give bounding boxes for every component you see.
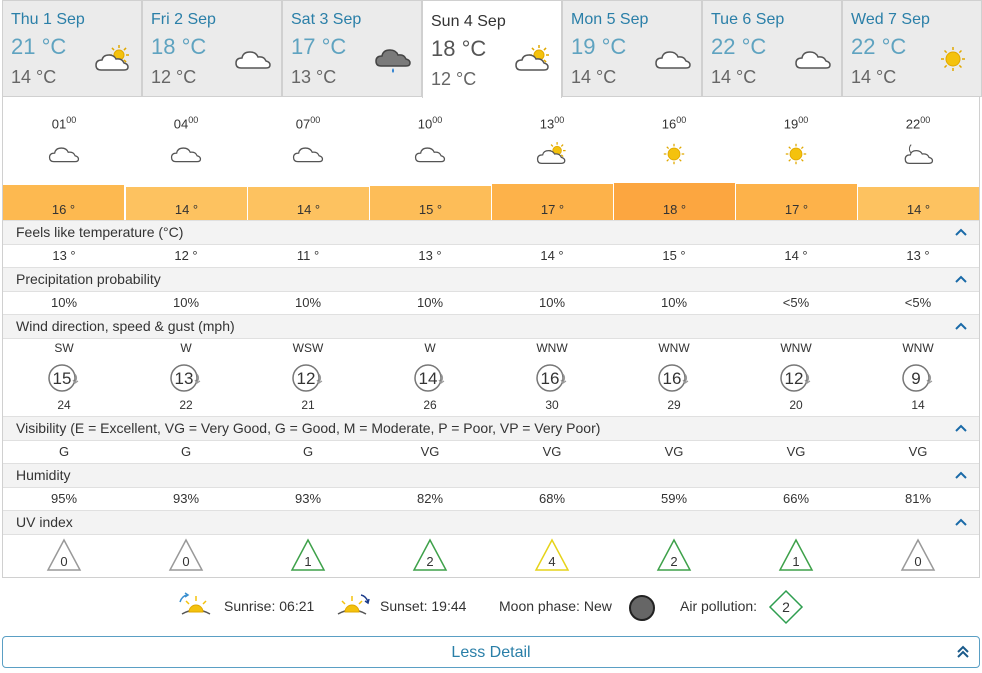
precipitation-cell bbox=[613, 295, 735, 310]
feels-like-cell bbox=[369, 248, 491, 263]
wind-gust-cell bbox=[125, 398, 247, 412]
day-min-temp: 12 °C bbox=[151, 67, 197, 87]
feels-like-value: 13 ° bbox=[906, 248, 930, 263]
day-min-temp: 14 °C bbox=[11, 67, 57, 87]
uv-triangle bbox=[656, 538, 692, 572]
feels-like-value: 15 ° bbox=[662, 248, 686, 263]
wind-direction-cell bbox=[125, 341, 247, 355]
hour-weather bbox=[247, 141, 369, 167]
humidity-value: 93% bbox=[294, 491, 322, 506]
feels-like-cell bbox=[857, 248, 979, 263]
day-min-temp: 12 °C bbox=[431, 69, 477, 89]
day-tab[interactable] bbox=[702, 0, 842, 97]
minute: 00 bbox=[310, 115, 321, 125]
uv-triangle bbox=[168, 538, 204, 572]
day-max-temp: 17 °C bbox=[291, 34, 347, 59]
visibility-cell bbox=[613, 444, 735, 459]
day-name: Tue 6 Sep bbox=[711, 11, 785, 28]
precipitation-cell bbox=[3, 295, 125, 310]
wind-gust: 14 bbox=[911, 398, 925, 412]
temperature-value: 14 ° bbox=[906, 202, 931, 217]
uv-cell bbox=[125, 538, 247, 572]
temperature-value: 17 ° bbox=[540, 202, 565, 217]
minute: 00 bbox=[798, 115, 809, 125]
visibility-cell bbox=[491, 444, 613, 459]
temperature-bar bbox=[492, 184, 613, 220]
wind-gust: 29 bbox=[667, 398, 681, 412]
humidity-value: 66% bbox=[782, 491, 810, 506]
double-chevron-up-icon bbox=[956, 645, 970, 659]
wind-speed: 14 bbox=[418, 369, 438, 388]
day-max-temp: 21 °C bbox=[11, 34, 67, 59]
feels-like-value: 14 ° bbox=[784, 248, 808, 263]
wind-speed-circle bbox=[290, 362, 326, 394]
wind-gust-cell bbox=[369, 398, 491, 412]
sun-icon bbox=[657, 141, 691, 167]
wind-gust: 30 bbox=[545, 398, 559, 412]
air-pollution-badge[interactable] bbox=[768, 589, 804, 625]
wind-speed: 12 bbox=[296, 369, 316, 388]
less-detail-button[interactable] bbox=[2, 636, 980, 668]
wind-direction: W bbox=[424, 341, 436, 355]
time-label bbox=[369, 115, 491, 131]
wind-direction: WNW bbox=[902, 341, 934, 355]
wind-direction: WNW bbox=[658, 341, 690, 355]
sun-cloud-icon bbox=[93, 43, 133, 75]
temperature-bar bbox=[614, 183, 735, 220]
uv-triangle bbox=[46, 538, 82, 572]
uv-triangle bbox=[534, 538, 570, 572]
wind-speed: 12 bbox=[784, 369, 804, 388]
section-title: UV index bbox=[16, 514, 73, 530]
wind-speed-cell bbox=[247, 362, 369, 394]
time-label bbox=[613, 115, 735, 131]
wind-speed-cell bbox=[369, 362, 491, 394]
section-title: Feels like temperature (°C) bbox=[16, 224, 184, 240]
wind-direction-cell bbox=[735, 341, 857, 355]
temperature-bar bbox=[248, 187, 369, 220]
wind-direction-cell bbox=[369, 341, 491, 355]
hour: 13 bbox=[539, 116, 555, 132]
day-tabs bbox=[2, 0, 980, 97]
wind-gust-cell bbox=[3, 398, 125, 412]
wind-speed: 13 bbox=[174, 369, 194, 388]
wind-gust: 20 bbox=[789, 398, 803, 412]
new-moon-icon bbox=[628, 594, 656, 622]
wind-direction-cell bbox=[3, 341, 125, 355]
feels-like-value: 13 ° bbox=[52, 248, 76, 263]
visibility-cell bbox=[369, 444, 491, 459]
section-uv-index[interactable] bbox=[3, 510, 979, 535]
day-max-temp: 22 °C bbox=[851, 34, 907, 59]
time-label bbox=[491, 115, 613, 131]
sun-cloud-icon bbox=[513, 43, 553, 75]
uv-cell bbox=[735, 538, 857, 572]
precipitation-value: 10% bbox=[294, 295, 322, 310]
air-pollution-label: Air pollution: bbox=[680, 598, 758, 614]
day-max-temp: 22 °C bbox=[711, 34, 767, 59]
day-max-temp: 18 °C bbox=[151, 34, 207, 59]
wind-gust: 26 bbox=[423, 398, 437, 412]
uv-cell bbox=[3, 538, 125, 572]
uv-value: 2 bbox=[426, 554, 434, 569]
wind-speed-circle bbox=[656, 362, 692, 394]
humidity-value: 59% bbox=[660, 491, 688, 506]
precipitation-cell bbox=[125, 295, 247, 310]
hour-weather bbox=[491, 141, 613, 167]
chevron-up-icon bbox=[955, 423, 967, 433]
humidity-cell bbox=[735, 491, 857, 506]
wind-speed-cell bbox=[735, 362, 857, 394]
feels-like-value: 14 ° bbox=[540, 248, 564, 263]
temperature-value: 17 ° bbox=[784, 202, 809, 217]
precipitation-value: 10% bbox=[538, 295, 566, 310]
minute: 00 bbox=[188, 115, 199, 125]
visibility-cell bbox=[857, 444, 979, 459]
moon-phase-text: Moon phase: New bbox=[499, 598, 612, 614]
day-min-temp: 14 °C bbox=[711, 67, 757, 87]
temperature-value: 18 ° bbox=[662, 202, 687, 217]
uv-value: 2 bbox=[670, 554, 678, 569]
humidity-cell bbox=[3, 491, 125, 506]
wind-direction: W bbox=[180, 341, 192, 355]
hour-weather bbox=[369, 141, 491, 167]
astronomy-footer bbox=[0, 590, 982, 624]
wind-gust: 24 bbox=[57, 398, 71, 412]
time-label bbox=[735, 115, 857, 131]
wind-gust: 22 bbox=[179, 398, 193, 412]
sunrise-text: Sunrise: 06:21 bbox=[224, 598, 315, 614]
humidity-cell bbox=[491, 491, 613, 506]
uv-cell bbox=[857, 538, 979, 572]
day-min-temp: 14 °C bbox=[571, 67, 617, 87]
temperature-bar bbox=[3, 185, 124, 220]
section-visibility[interactable] bbox=[3, 416, 979, 441]
wind-direction: WSW bbox=[292, 341, 324, 355]
wind-speed-circle bbox=[534, 362, 570, 394]
temperature-bar bbox=[736, 184, 857, 220]
visibility-value: VG bbox=[664, 444, 684, 459]
temperature-bar bbox=[858, 187, 979, 220]
chevron-up-icon bbox=[955, 274, 967, 284]
uv-value: 0 bbox=[914, 554, 922, 569]
precipitation-value: <5% bbox=[782, 295, 810, 310]
uv-cell bbox=[491, 538, 613, 572]
chevron-up-icon bbox=[955, 517, 967, 527]
sun-icon bbox=[779, 141, 813, 167]
uv-triangle bbox=[900, 538, 936, 572]
day-tab[interactable] bbox=[142, 0, 282, 97]
uv-cell bbox=[613, 538, 735, 572]
humidity-value: 95% bbox=[50, 491, 78, 506]
uv-value: 4 bbox=[548, 554, 556, 569]
visibility-cell bbox=[3, 444, 125, 459]
cloud-icon bbox=[793, 43, 833, 75]
visibility-value: VG bbox=[542, 444, 562, 459]
visibility-value: G bbox=[180, 444, 192, 459]
wind-speed-cell bbox=[491, 362, 613, 394]
uv-triangle bbox=[412, 538, 448, 572]
feels-like-value: 12 ° bbox=[174, 248, 198, 263]
wind-speed-cell bbox=[3, 362, 125, 394]
sunset-icon bbox=[334, 592, 370, 618]
wind-direction-cell bbox=[247, 341, 369, 355]
hour: 10 bbox=[417, 116, 433, 132]
forecast-panel bbox=[2, 97, 980, 578]
day-name: Sat 3 Sep bbox=[291, 11, 362, 28]
precipitation-value: <5% bbox=[904, 295, 932, 310]
day-min-temp: 13 °C bbox=[291, 67, 337, 87]
cloud-icon bbox=[413, 141, 447, 167]
section-title: Visibility (E = Excellent, VG = Very Good, G = Good, M = Moderate, P = Poor, VP = Very Poor) bbox=[16, 420, 601, 436]
temperature-bar bbox=[370, 186, 491, 220]
uv-value: 0 bbox=[60, 554, 68, 569]
wind-gust-cell bbox=[857, 398, 979, 412]
minute: 00 bbox=[66, 115, 77, 125]
visibility-value: G bbox=[302, 444, 314, 459]
wind-speed-circle bbox=[778, 362, 814, 394]
precipitation-value: 10% bbox=[172, 295, 200, 310]
hour-weather bbox=[735, 141, 857, 167]
hour: 19 bbox=[783, 116, 799, 132]
time-label bbox=[857, 115, 979, 131]
minute: 00 bbox=[432, 115, 443, 125]
visibility-value: VG bbox=[420, 444, 440, 459]
visibility-cell bbox=[735, 444, 857, 459]
feels-like-cell bbox=[247, 248, 369, 263]
feels-like-cell bbox=[125, 248, 247, 263]
day-tab[interactable] bbox=[282, 0, 422, 97]
uv-value: 0 bbox=[182, 554, 190, 569]
feels-like-value: 13 ° bbox=[418, 248, 442, 263]
humidity-cell bbox=[369, 491, 491, 506]
wind-direction: WNW bbox=[780, 341, 812, 355]
day-tab[interactable] bbox=[842, 0, 982, 97]
section-title: Precipitation probability bbox=[16, 271, 161, 287]
feels-like-cell bbox=[3, 248, 125, 263]
wind-speed-circle bbox=[168, 362, 204, 394]
humidity-value: 93% bbox=[172, 491, 200, 506]
feels-like-cell bbox=[735, 248, 857, 263]
uv-triangle bbox=[778, 538, 814, 572]
precipitation-value: 10% bbox=[660, 295, 688, 310]
wind-direction: WNW bbox=[536, 341, 568, 355]
section-title: Humidity bbox=[16, 467, 71, 483]
time-label bbox=[247, 115, 369, 131]
uv-triangle bbox=[290, 538, 326, 572]
wind-direction-cell bbox=[857, 341, 979, 355]
feels-like-value: 11 ° bbox=[296, 248, 320, 263]
wind-speed: 9 bbox=[911, 369, 921, 388]
precipitation-cell bbox=[369, 295, 491, 310]
humidity-cell bbox=[125, 491, 247, 506]
wind-gust-cell bbox=[247, 398, 369, 412]
wind-direction: SW bbox=[54, 341, 74, 355]
wind-direction-cell bbox=[613, 341, 735, 355]
uv-cell bbox=[247, 538, 369, 572]
precipitation-cell bbox=[735, 295, 857, 310]
minute: 00 bbox=[676, 115, 687, 125]
uv-value: 1 bbox=[792, 554, 800, 569]
chevron-up-icon bbox=[955, 227, 967, 237]
wind-speed: 15 bbox=[52, 369, 72, 388]
cloud-icon bbox=[653, 43, 693, 75]
wind-gust-cell bbox=[613, 398, 735, 412]
visibility-cell bbox=[247, 444, 369, 459]
visibility-cell bbox=[125, 444, 247, 459]
section-feels-like[interactable] bbox=[3, 220, 979, 245]
wind-speed: 16 bbox=[662, 369, 682, 388]
wind-speed-cell bbox=[857, 362, 979, 394]
hour: 07 bbox=[295, 116, 311, 132]
wind-direction-cell bbox=[491, 341, 613, 355]
wind-gust-cell bbox=[735, 398, 857, 412]
hour-weather bbox=[125, 141, 247, 167]
hour: 16 bbox=[661, 116, 677, 132]
section-precipitation[interactable] bbox=[3, 267, 979, 292]
minute: 00 bbox=[920, 115, 931, 125]
day-name: Mon 5 Sep bbox=[571, 11, 649, 28]
hour-weather bbox=[857, 141, 979, 167]
wind-speed-cell bbox=[125, 362, 247, 394]
wind-speed-circle bbox=[412, 362, 448, 394]
humidity-cell bbox=[857, 491, 979, 506]
cloud-icon bbox=[169, 141, 203, 167]
humidity-value: 68% bbox=[538, 491, 566, 506]
visibility-value: VG bbox=[908, 444, 928, 459]
precipitation-cell bbox=[491, 295, 613, 310]
sun-cloud-icon bbox=[535, 141, 569, 167]
hour: 04 bbox=[173, 116, 189, 132]
humidity-cell bbox=[613, 491, 735, 506]
temperature-value: 16 ° bbox=[51, 202, 76, 217]
uv-value: 1 bbox=[304, 554, 312, 569]
wind-gust: 21 bbox=[301, 398, 315, 412]
day-tab[interactable] bbox=[422, 0, 562, 98]
air-pollution-value: 2 bbox=[782, 599, 790, 615]
wind-gust-cell bbox=[491, 398, 613, 412]
day-max-temp: 19 °C bbox=[571, 34, 627, 59]
wind-speed-circle bbox=[900, 362, 936, 394]
precipitation-value: 10% bbox=[416, 295, 444, 310]
chevron-up-icon bbox=[955, 321, 967, 331]
wind-speed: 16 bbox=[540, 369, 560, 388]
precipitation-cell bbox=[247, 295, 369, 310]
feels-like-cell bbox=[491, 248, 613, 263]
sunset-text: Sunset: 19:44 bbox=[380, 598, 467, 614]
day-tab[interactable] bbox=[2, 0, 142, 97]
cloud-icon bbox=[291, 141, 325, 167]
wind-speed-circle bbox=[46, 362, 82, 394]
visibility-value: VG bbox=[786, 444, 806, 459]
humidity-value: 81% bbox=[904, 491, 932, 506]
cloud-icon bbox=[47, 141, 81, 167]
day-max-temp: 18 °C bbox=[431, 36, 487, 61]
day-name: Thu 1 Sep bbox=[11, 11, 85, 28]
day-min-temp: 14 °C bbox=[851, 67, 897, 87]
section-title: Wind direction, speed & gust (mph) bbox=[16, 318, 235, 334]
precipitation-cell bbox=[857, 295, 979, 310]
sun-icon bbox=[933, 43, 973, 75]
rain-cloud-icon bbox=[373, 43, 413, 75]
cloud-icon bbox=[233, 43, 273, 75]
time-label bbox=[125, 115, 247, 131]
visibility-value: G bbox=[58, 444, 70, 459]
precipitation-value: 10% bbox=[50, 295, 78, 310]
uv-cell bbox=[369, 538, 491, 572]
temperature-value: 14 ° bbox=[174, 202, 199, 217]
temperature-bar bbox=[126, 187, 247, 220]
chevron-up-icon bbox=[955, 470, 967, 480]
hour-weather bbox=[613, 141, 735, 167]
humidity-cell bbox=[247, 491, 369, 506]
feels-like-cell bbox=[613, 248, 735, 263]
temperature-value: 14 ° bbox=[296, 202, 321, 217]
minute: 00 bbox=[554, 115, 565, 125]
sunrise-icon bbox=[178, 592, 214, 618]
hour-weather bbox=[3, 141, 125, 167]
section-humidity[interactable] bbox=[3, 463, 979, 488]
temperature-value: 15 ° bbox=[418, 202, 443, 217]
section-wind[interactable] bbox=[3, 314, 979, 339]
day-name: Sun 4 Sep bbox=[431, 13, 506, 30]
humidity-value: 82% bbox=[416, 491, 444, 506]
time-label bbox=[3, 115, 125, 131]
day-name: Wed 7 Sep bbox=[851, 11, 930, 28]
day-name: Fri 2 Sep bbox=[151, 11, 216, 28]
hour: 01 bbox=[51, 116, 67, 132]
wind-speed-cell bbox=[613, 362, 735, 394]
moon-cloud-icon bbox=[901, 141, 935, 167]
hour: 22 bbox=[905, 116, 921, 132]
less-detail-label: Less Detail bbox=[451, 644, 531, 661]
day-tab[interactable] bbox=[562, 0, 702, 97]
